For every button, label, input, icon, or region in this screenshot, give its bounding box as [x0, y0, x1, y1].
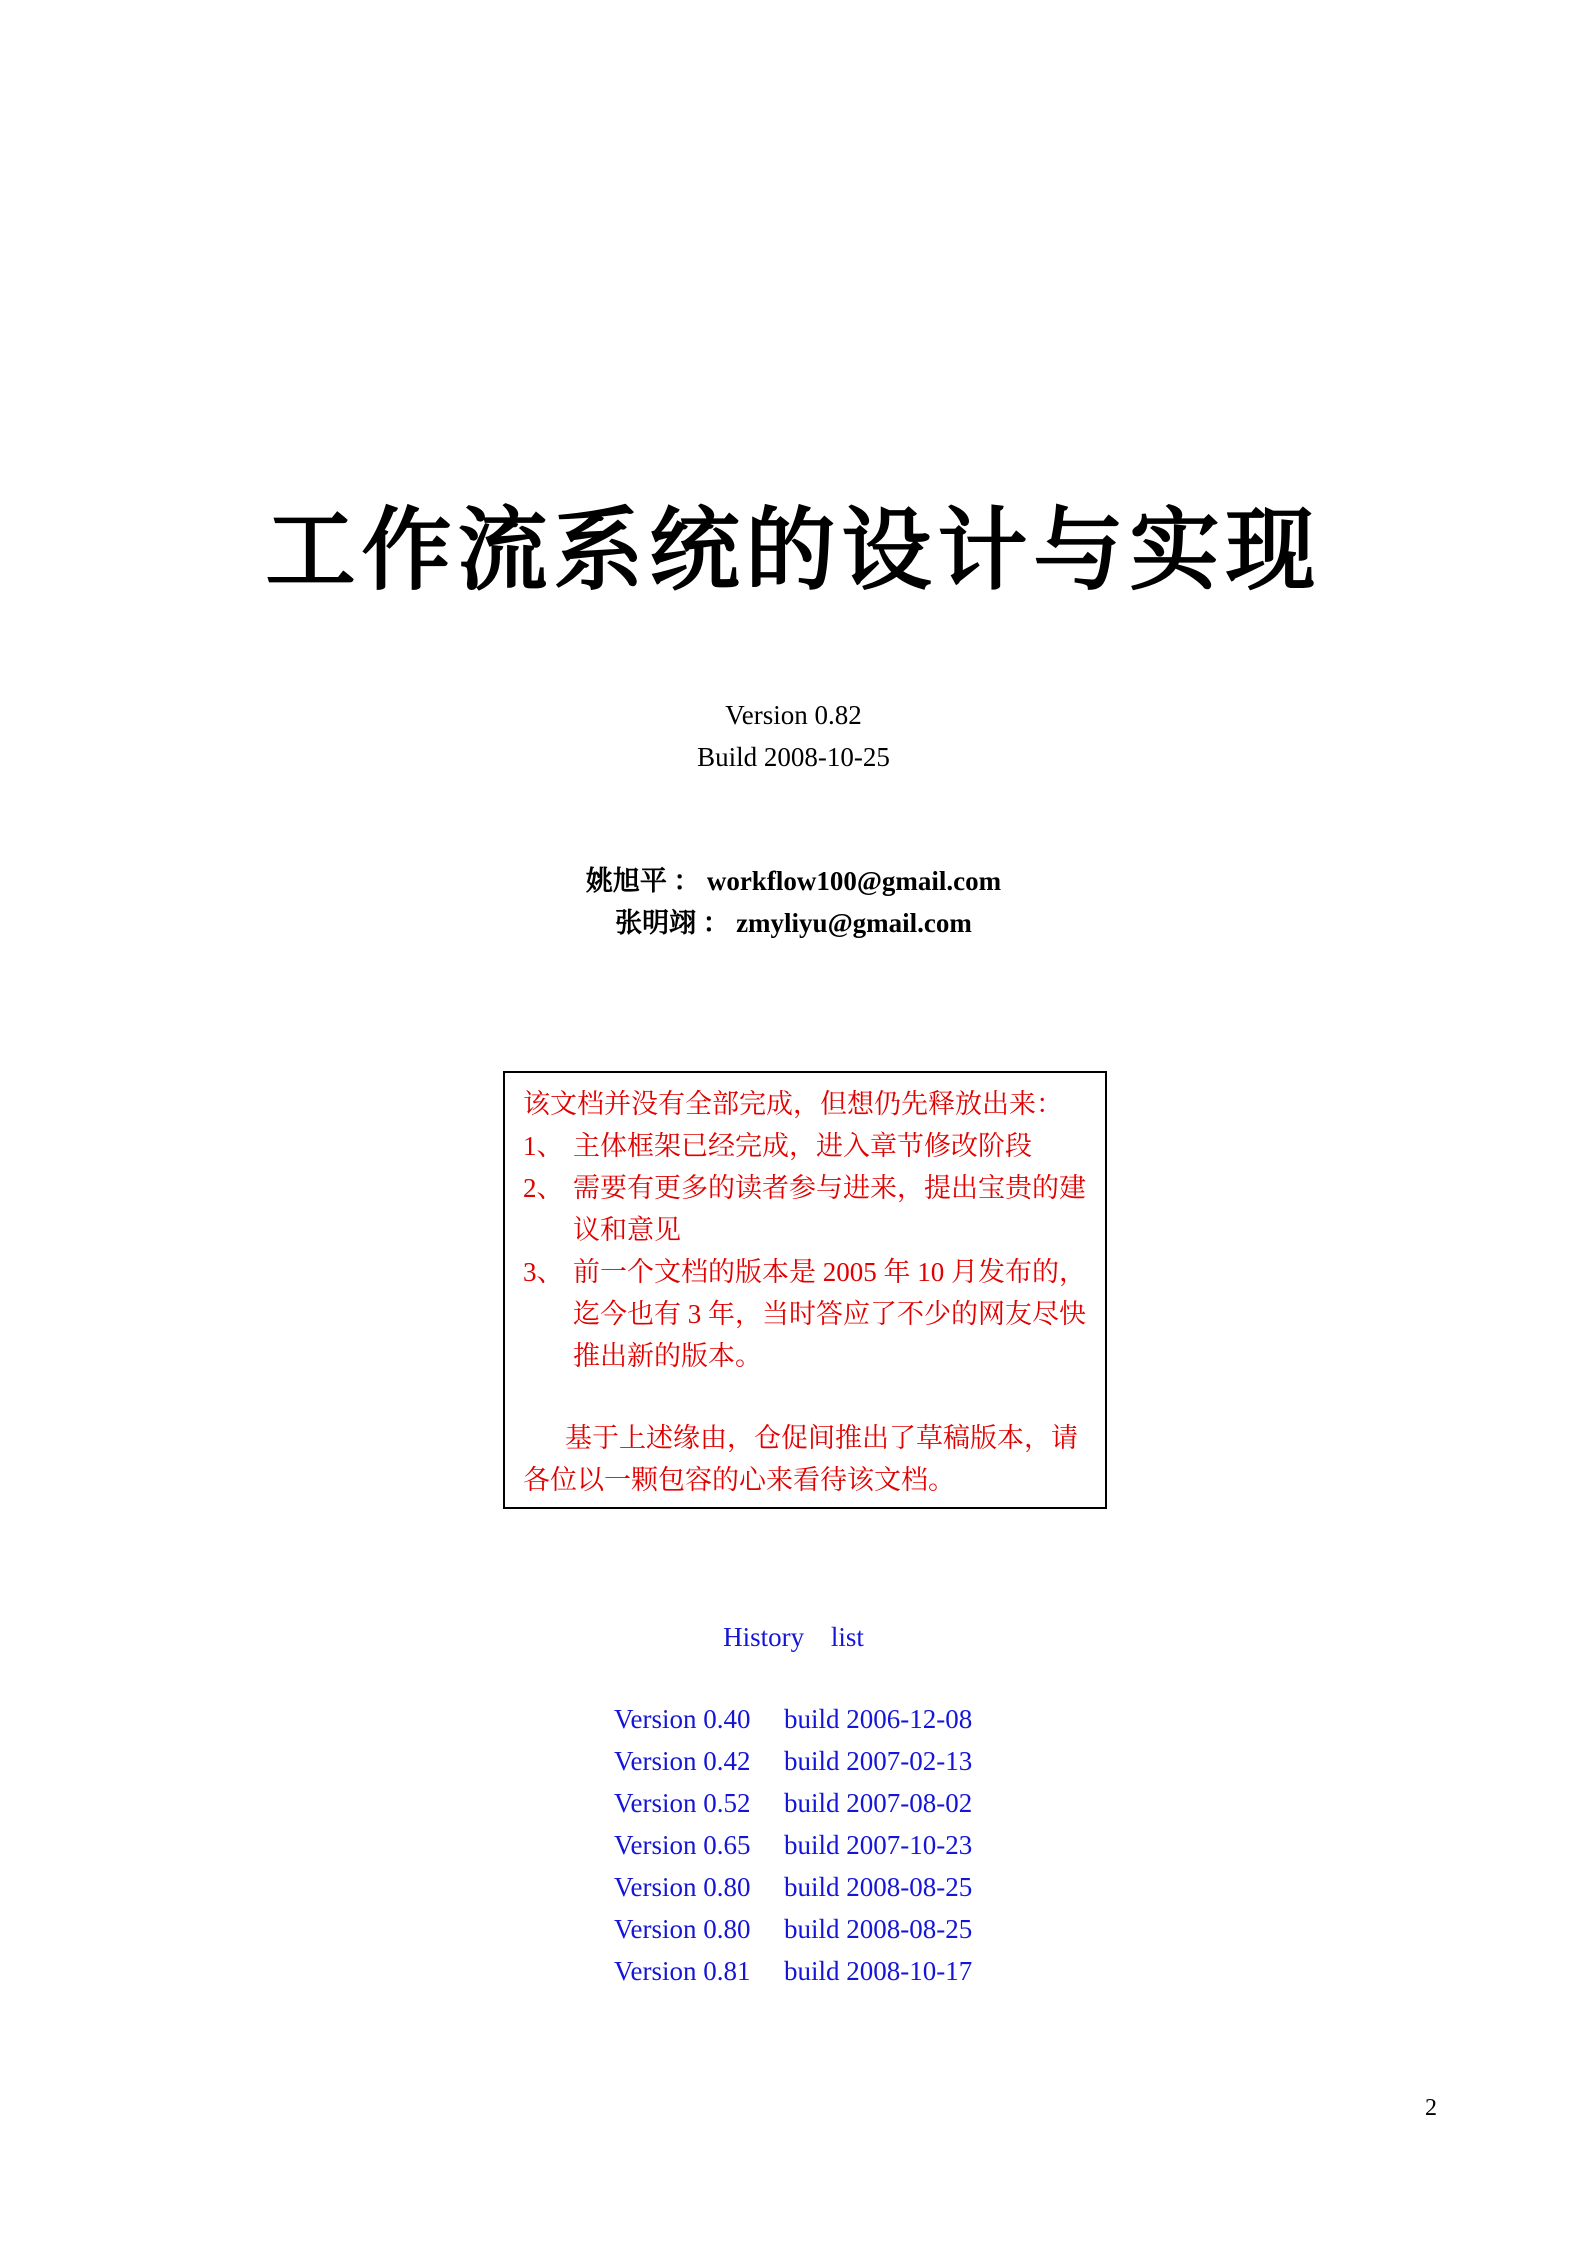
- history-row: [0, 1824, 1587, 1866]
- page-number: 2: [1425, 2095, 1437, 2121]
- notice-item-text: 需要有更多的读者参与进来，提出宝贵的建议和意见: [573, 1173, 1086, 1245]
- author-email: zmyliyu@gmail.com: [736, 908, 972, 938]
- history-build: build 2007-10-23: [784, 1830, 973, 1860]
- author-separator: ：: [673, 866, 701, 896]
- build-line: Build 2008-10-25: [697, 742, 890, 772]
- history-title: History list: [723, 1622, 864, 1652]
- history-version: Version 0.65: [614, 1830, 751, 1860]
- authors-block: [0, 860, 1587, 944]
- history-version: Version 0.40: [614, 1704, 751, 1734]
- version-info: [0, 694, 1587, 778]
- history-row: [0, 1908, 1587, 1950]
- notice-item-text: 主体框架已经完成，进入章节修改阶段: [573, 1131, 1032, 1161]
- history-version: Version 0.42: [614, 1746, 751, 1776]
- notice-item: [523, 1251, 1087, 1377]
- document-title: 工作流系统的设计与实现: [265, 497, 1322, 603]
- history-row: [0, 1782, 1587, 1824]
- history-build: build 2007-08-02: [784, 1788, 973, 1818]
- history-version: Version 0.52: [614, 1788, 751, 1818]
- history-row: [0, 1950, 1587, 1992]
- history-version: Version 0.81: [614, 1956, 751, 1986]
- history-build: build 2006-12-08: [784, 1704, 973, 1734]
- notice-closing: 基于上述缘由，仓促间推出了草稿版本，请各位以一颗包容的心来看待该文档。: [523, 1423, 1078, 1495]
- history-version: Version 0.80: [614, 1872, 751, 1902]
- author-line: [0, 860, 1587, 902]
- history-list: [0, 1616, 1587, 1992]
- author-line: [0, 902, 1587, 944]
- history-row: [0, 1698, 1587, 1740]
- notice-item-number: 2、: [523, 1173, 564, 1203]
- author-name: 张明翊: [615, 908, 697, 938]
- notice-item-number: 1、: [523, 1131, 564, 1161]
- notice-item: [523, 1167, 1087, 1251]
- history-build: build 2008-10-17: [784, 1956, 973, 1986]
- author-email: workflow100@gmail.com: [706, 866, 1002, 896]
- notice-intro: 该文档并没有全部完成，但想仍先释放出来：: [523, 1089, 1063, 1119]
- notice-item-number: 3、: [523, 1257, 564, 1287]
- history-build: build 2008-08-25: [784, 1872, 973, 1902]
- history-row: [0, 1866, 1587, 1908]
- draft-notice-box: [503, 1071, 1107, 1509]
- history-build: build 2007-02-13: [784, 1746, 973, 1776]
- history-row: [0, 1740, 1587, 1782]
- history-build: build 2008-08-25: [784, 1914, 973, 1944]
- history-version: Version 0.80: [614, 1914, 751, 1944]
- notice-item-text: 前一个文档的版本是 2005 年 10 月发布的，迄今也有 3 年，当时答应了不少的网友尽快推出新的版本。: [573, 1257, 1086, 1371]
- author-separator: ：: [702, 908, 730, 938]
- notice-item: [523, 1125, 1087, 1167]
- version-line: Version 0.82: [725, 700, 862, 730]
- author-name: 姚旭平: [585, 866, 667, 896]
